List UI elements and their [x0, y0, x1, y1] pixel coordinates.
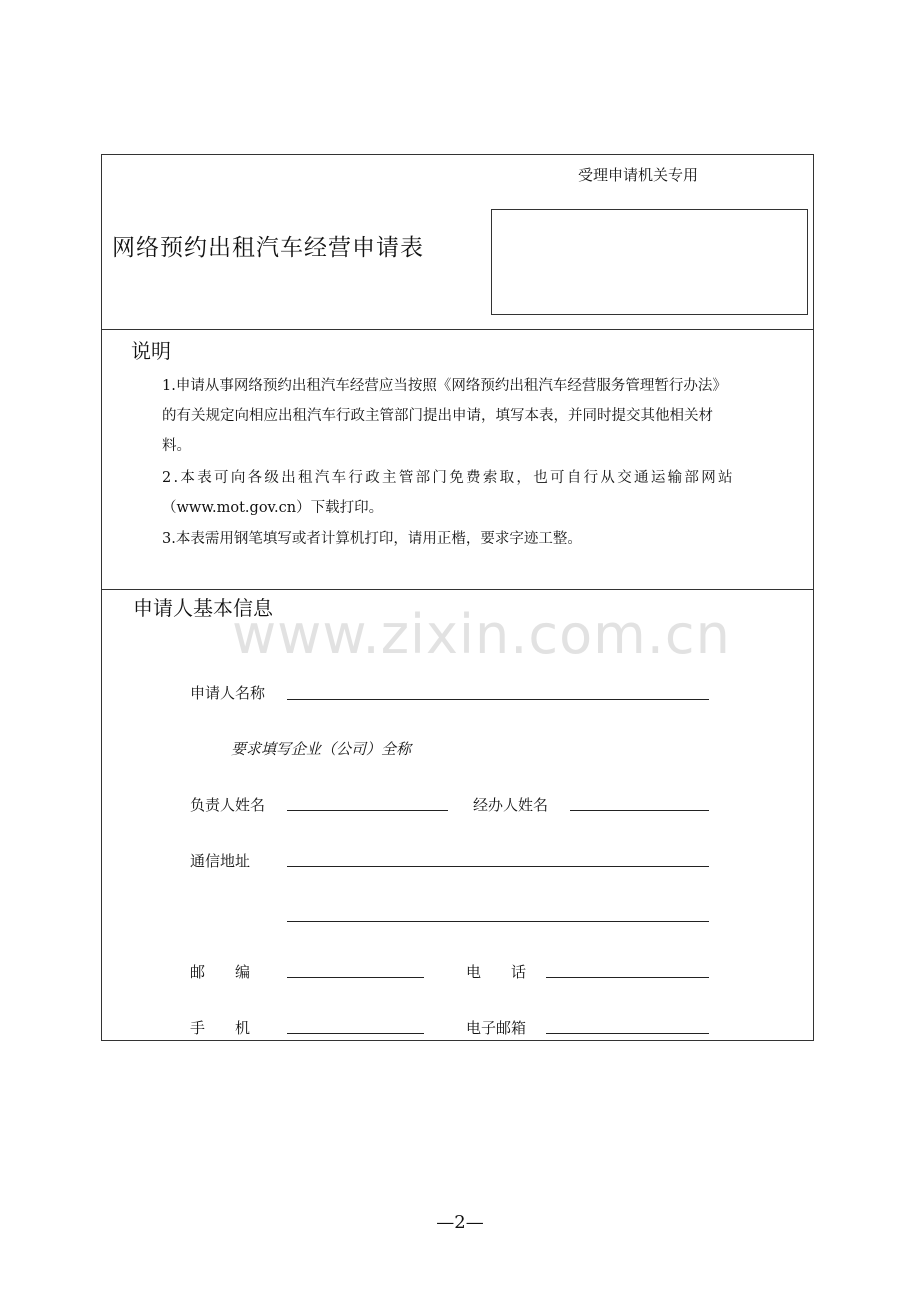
applicant-name-field[interactable] — [287, 699, 709, 700]
email-field[interactable] — [546, 1033, 709, 1034]
mobile-field[interactable] — [287, 1033, 424, 1034]
application-form — [101, 154, 814, 1041]
applicant-name-hint: 要求填写企业（公司）全称 — [231, 740, 412, 758]
address-field-line-2[interactable] — [287, 921, 709, 922]
handler-name-field[interactable] — [570, 810, 709, 811]
instruction-1-line-3: 料。 — [162, 438, 191, 454]
official-use-box — [491, 209, 808, 315]
address-field-line-1[interactable] — [287, 866, 709, 867]
address-label: 通信地址 — [190, 852, 251, 870]
leader-name-field[interactable] — [287, 810, 448, 811]
applicant-info-heading: 申请人基本信息 — [133, 596, 273, 620]
email-label: 电子邮箱 — [466, 1019, 527, 1037]
section-divider — [102, 329, 813, 330]
applicant-name-label: 申请人名称 — [190, 684, 266, 702]
instruction-2-line-1: 2.本表可向各级出租汽车行政主管部门免费索取，也可自行从交通运输部网站 — [162, 470, 735, 486]
form-title: 网络预约出租汽车经营申请表 — [112, 235, 424, 261]
section-divider — [102, 589, 813, 590]
instructions-heading: 说明 — [131, 339, 171, 363]
instruction-2-line-2: （www.mot.gov.cn）下载打印。 — [162, 500, 384, 516]
mobile-label: 手 机 — [190, 1019, 251, 1037]
postcode-field[interactable] — [287, 977, 424, 978]
watermark: www.zixin.com.cn — [232, 603, 731, 666]
handler-name-label: 经办人姓名 — [473, 796, 549, 814]
postcode-label: 邮 编 — [190, 963, 251, 981]
leader-name-label: 负责人姓名 — [190, 796, 266, 814]
page-number: —2— — [436, 1212, 484, 1233]
official-use-label: 受理申请机关专用 — [578, 166, 699, 184]
instruction-1-line-1: 1.申请从事网络预约出租汽车经营应当按照《网络预约出租汽车经营服务管理暂行办法》 — [162, 378, 727, 394]
phone-label: 电 话 — [466, 963, 527, 981]
instruction-1-line-2: 的有关规定向相应出租汽车行政主管部门提出申请，填写本表，并同时提交其他相关材 — [162, 408, 713, 424]
instruction-3: 3.本表需用钢笔填写或者计算机打印，请用正楷，要求字迹工整。 — [162, 531, 582, 547]
phone-field[interactable] — [546, 977, 709, 978]
